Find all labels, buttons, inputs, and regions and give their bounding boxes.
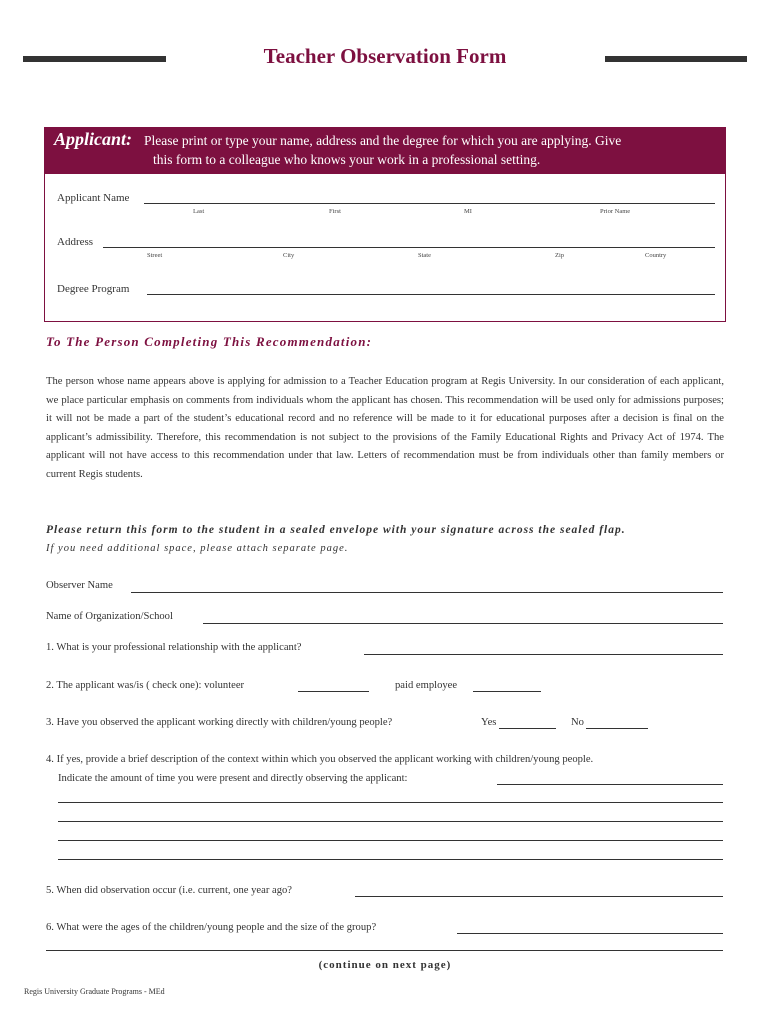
address-part-zip: Zip: [555, 252, 565, 259]
question-3: 3. Have you observed the applicant working directly with children/young people?: [46, 717, 393, 728]
degree-program-field[interactable]: [147, 294, 715, 295]
applicant-instructions-line1: Please print or type your name, address and the degree for which you are applying. Give: [144, 133, 622, 148]
applicant-banner: [45, 128, 725, 174]
name-part-prior: Prior Name: [600, 208, 631, 215]
question-6: 6. What were the ages of the children/young people and the size of the group?: [46, 922, 377, 933]
name-part-mi: MI: [464, 208, 472, 215]
organization-label: Name of Organization/School: [46, 611, 173, 622]
applicant-name-label: Applicant Name: [57, 192, 130, 204]
recommender-heading: To The Person Completing This Recommendation:: [46, 334, 373, 349]
degree-program-label: Degree Program: [57, 283, 130, 295]
q3-no-field[interactable]: [586, 728, 648, 729]
applicant-name-field[interactable]: [144, 203, 715, 204]
name-part-first: First: [329, 208, 341, 215]
address-field[interactable]: [103, 247, 715, 248]
q3-yes-label: Yes: [481, 717, 497, 728]
question-5: 5. When did observation occur (i.e. current, one year ago?: [46, 885, 293, 896]
observer-name-field[interactable]: [131, 592, 723, 593]
address-part-city: City: [283, 252, 295, 259]
question-5-field[interactable]: [355, 896, 723, 897]
page-title: Teacher Observation Form: [263, 44, 507, 68]
question-4-line2: Indicate the amount of time you were present and directly observing the applicant:: [58, 773, 408, 784]
question-2: 2. The applicant was/is ( check one): volunteer: [46, 680, 245, 691]
question-1-field[interactable]: [364, 654, 723, 655]
observer-name-label: Observer Name: [46, 580, 113, 591]
question-6-field-2[interactable]: [46, 950, 723, 951]
paid-employee-label: paid employee: [395, 680, 458, 691]
volunteer-field[interactable]: [298, 691, 369, 692]
recommender-paragraph: The person whose name appears above is applying for admission to a Teacher Education program at Regis University. In our consideration of each applicant, we place particular emphasis on comments from individuals whom the applicant has chosen. This recommendation will be used only for admissions purposes; it will not be made a part of the student’s educational record and no reference will be made to it for educational purposes after a decision is final on the applicant’s admissibility. Therefore, this recommendation is not subject to the provisions of the Family Educational Rights and Privacy Act of 1974. The applicant will not have access to this recommendation under that law. Letters of recommendation must be from individuals other than family members or current Regis students.: [46, 376, 724, 480]
address-part-country: Country: [645, 252, 667, 259]
applicant-instructions-line2: this form to a colleague who knows your work in a professional setting.: [153, 152, 541, 167]
return-note: Please return this form to the student in a sealed envelope with your signature across the sealed flap.: [46, 524, 626, 536]
address-label: Address: [57, 236, 94, 248]
question-4-line1: 4. If yes, provide a brief description of the context within which you observed the applicant working with children/young people.: [46, 754, 594, 765]
address-part-street: Street: [147, 252, 163, 259]
question-6-field[interactable]: [457, 933, 723, 934]
question-4-field-5[interactable]: [58, 859, 723, 860]
space-note: If you need additional space, please attach separate page.: [46, 543, 349, 554]
applicant-label: Applicant:: [54, 129, 133, 149]
applicant-section: [44, 127, 726, 322]
paid-employee-field[interactable]: [473, 691, 541, 692]
q3-no-label: No: [571, 717, 584, 728]
name-part-last: Last: [193, 208, 205, 215]
organization-field[interactable]: [203, 623, 723, 624]
question-4-field-4[interactable]: [58, 840, 723, 841]
continue-note: (continue on next page): [318, 959, 452, 971]
applicant-instructions: [144, 131, 724, 169]
question-1: 1. What is your professional relationship with the applicant?: [46, 642, 302, 653]
address-part-state: State: [418, 252, 431, 259]
footer-program: Regis University Graduate Programs - MEd: [24, 987, 165, 996]
question-4-field-2[interactable]: [58, 802, 723, 803]
question-4-field-3[interactable]: [58, 821, 723, 822]
question-4-field-1[interactable]: [497, 784, 723, 785]
q3-yes-field[interactable]: [499, 728, 556, 729]
